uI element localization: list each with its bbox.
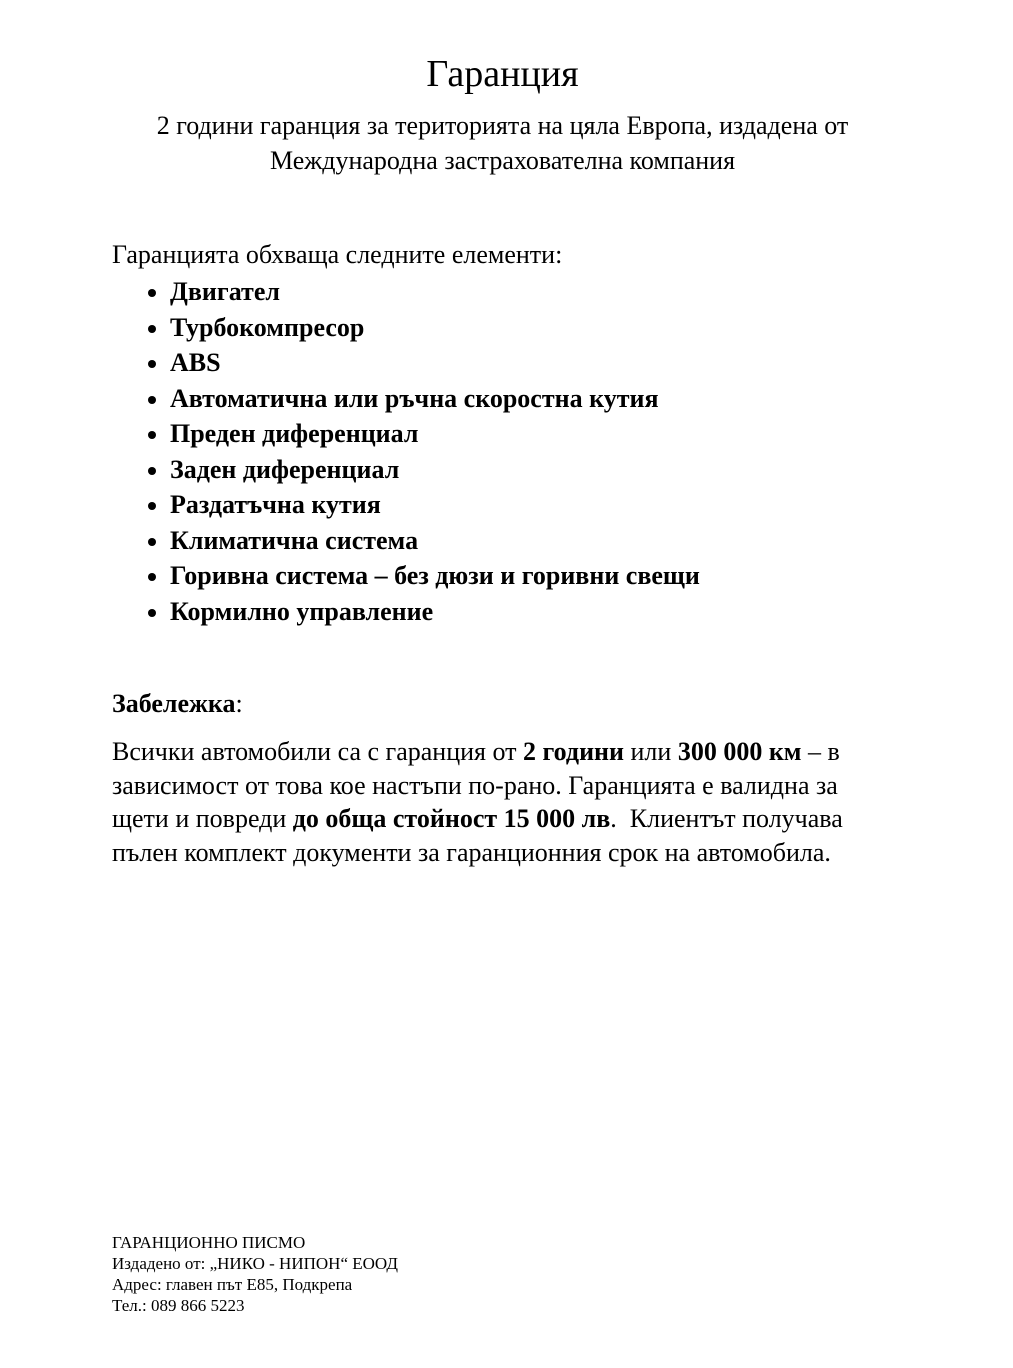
- note-run: Всички автомобили са с гаранция от: [112, 737, 523, 766]
- note-heading: [112, 687, 893, 721]
- coverage-item: • Климатична система: [170, 523, 893, 559]
- coverage-item: • Преден диференциал: [170, 416, 893, 452]
- coverage-intro-text: Гаранцията обхваща следните елементи:: [112, 240, 563, 269]
- note-heading-label: Забележка: [112, 689, 236, 718]
- coverage-item: • Горивна система – без дюзи и горивни свещи: [170, 558, 893, 594]
- footer-line: Издадено от: „НИКО - НИПОН“ ЕООД: [112, 1254, 398, 1273]
- coverage-item: • Кормилно управление: [170, 594, 893, 630]
- coverage-item: • Автоматична или ръчна скоростна кутия: [170, 381, 893, 417]
- coverage-item: • Заден диференциал: [170, 452, 893, 488]
- document-footer: [112, 1232, 398, 1316]
- warranty-document: [0, 52, 1013, 869]
- note-run: до обща стойност 15 000 лв: [292, 804, 611, 833]
- note-paragraph: [112, 735, 894, 869]
- footer-line: Тел.: 089 866 5223: [112, 1296, 245, 1315]
- note-run: или: [624, 737, 678, 766]
- coverage-item: • Двигател: [170, 274, 893, 310]
- footer-line: Адрес: главен път Е85, Подкрепа: [112, 1275, 353, 1294]
- document-subtitle: 2 години гаранция за територията на цяла Европа, издадена от Международна застрахователна компания: [156, 111, 849, 175]
- coverage-list: [112, 274, 893, 629]
- coverage-item: • Турбокомпресор: [170, 310, 893, 346]
- document-title: Гаранция: [426, 53, 579, 95]
- coverage-item: • ABS: [170, 345, 893, 381]
- note-run: . Клиентът получава пълен комплект документи за гаранционния срок на автомобила.: [112, 804, 850, 867]
- note-run: 300 000 км: [677, 737, 802, 766]
- note-run: 2 години: [523, 737, 625, 766]
- note-run: – в зависимост от това кое настъпи по-рано. Гаранцията е валидна за щети и повреди: [112, 737, 847, 833]
- footer-line: ГАРАНЦИОННО ПИСМО: [112, 1233, 306, 1252]
- note-heading-colon: :: [235, 689, 243, 718]
- coverage-item: • Раздатъчна кутия: [170, 487, 893, 523]
